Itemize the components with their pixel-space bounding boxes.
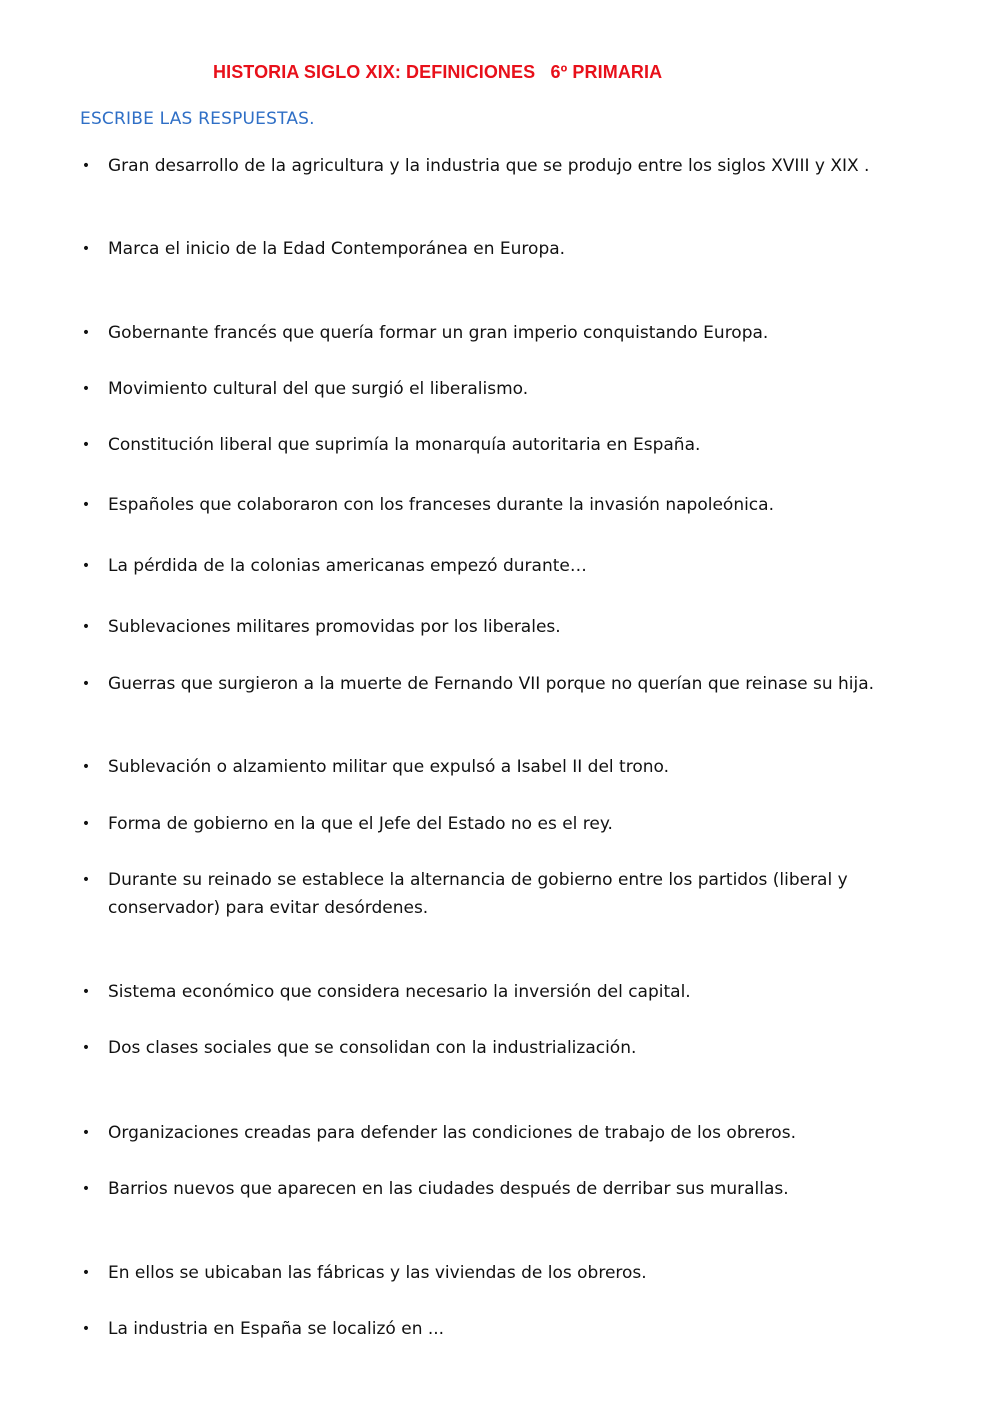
question-text: Movimiento cultural del que surgió el liberalismo.: [108, 379, 529, 399]
question-text: La pérdida de la colonias americanas empezó durante…: [108, 556, 587, 576]
bullet-icon: •: [81, 381, 91, 397]
question-text: Guerras que surgieron a la muerte de Fernando VII porque no querían que reinase su hija.: [108, 674, 875, 694]
list-item: [80, 152, 950, 180]
list-item: [80, 319, 950, 347]
list-item: [80, 1175, 950, 1203]
bullet-icon: •: [81, 325, 91, 341]
bullet-icon: •: [81, 1321, 91, 1337]
bullet-icon: •: [81, 872, 91, 888]
bullet-icon: •: [81, 1181, 91, 1197]
question-text: Gran desarrollo de la agricultura y la industria que se produjo entre los siglos XVIII y XIX .: [108, 156, 870, 176]
question-text: Organizaciones creadas para defender las condiciones de trabajo de los obreros.: [108, 1123, 796, 1143]
bullet-icon: •: [81, 816, 91, 832]
list-item: [80, 1259, 950, 1287]
instruction-text: ESCRIBE LAS RESPUESTAS.: [80, 109, 315, 129]
list-item: [80, 753, 950, 781]
question-text: Durante su reinado se establece la alternancia de gobierno entre los partidos (liberal y conservador) para evitar desórdenes.: [108, 870, 848, 918]
question-text: Gobernante francés que quería formar un gran imperio conquistando Europa.: [108, 323, 769, 343]
question-text: Dos clases sociales que se consolidan con la industrialización.: [108, 1038, 637, 1058]
list-item: [80, 866, 950, 922]
question-text: Forma de gobierno en la que el Jefe del Estado no es el rey.: [108, 814, 613, 834]
list-item: [80, 1119, 950, 1147]
list-item: [80, 431, 950, 459]
question-text: Españoles que colaboraron con los franceses durante la invasión napoleónica.: [108, 495, 774, 515]
question-text: En ellos se ubicaban las fábricas y las viviendas de los obreros.: [108, 1263, 647, 1283]
bullet-icon: •: [81, 1125, 91, 1141]
bullet-icon: •: [81, 558, 91, 574]
bullet-icon: •: [81, 158, 91, 174]
bullet-icon: •: [81, 241, 91, 257]
bullet-icon: •: [81, 1040, 91, 1056]
bullet-icon: •: [81, 759, 91, 775]
bullet-icon: •: [81, 619, 91, 635]
bullet-icon: •: [81, 437, 91, 453]
question-text: Marca el inicio de la Edad Contemporánea en Europa.: [108, 239, 566, 259]
bullet-icon: •: [81, 1265, 91, 1281]
list-item: [80, 235, 950, 263]
question-text: Sublevación o alzamiento militar que expulsó a Isabel II del trono.: [108, 757, 669, 777]
question-text: Constitución liberal que suprimía la monarquía autoritaria en España.: [108, 435, 701, 455]
list-item: [80, 1315, 950, 1343]
page-title: HISTORIA SIGLO XIX: DEFINICIONES 6º PRIMARIA: [213, 62, 663, 82]
bullet-icon: •: [81, 497, 91, 513]
list-item: [80, 1034, 950, 1062]
question-text: Barrios nuevos que aparecen en las ciudades después de derribar sus murallas.: [108, 1179, 789, 1199]
list-item: [80, 978, 950, 1006]
list-item: [80, 670, 950, 698]
question-text: Sistema económico que considera necesario la inversión del capital.: [108, 982, 691, 1002]
question-text: Sublevaciones militares promovidas por los liberales.: [108, 617, 561, 637]
list-item: [80, 375, 950, 403]
bullet-icon: •: [81, 984, 91, 1000]
bullet-icon: •: [81, 676, 91, 692]
list-item: [80, 810, 950, 838]
list-item: [80, 613, 950, 641]
list-item: [80, 491, 950, 519]
list-item: [80, 552, 950, 580]
question-text: La industria en España se localizó en ...: [108, 1319, 445, 1339]
